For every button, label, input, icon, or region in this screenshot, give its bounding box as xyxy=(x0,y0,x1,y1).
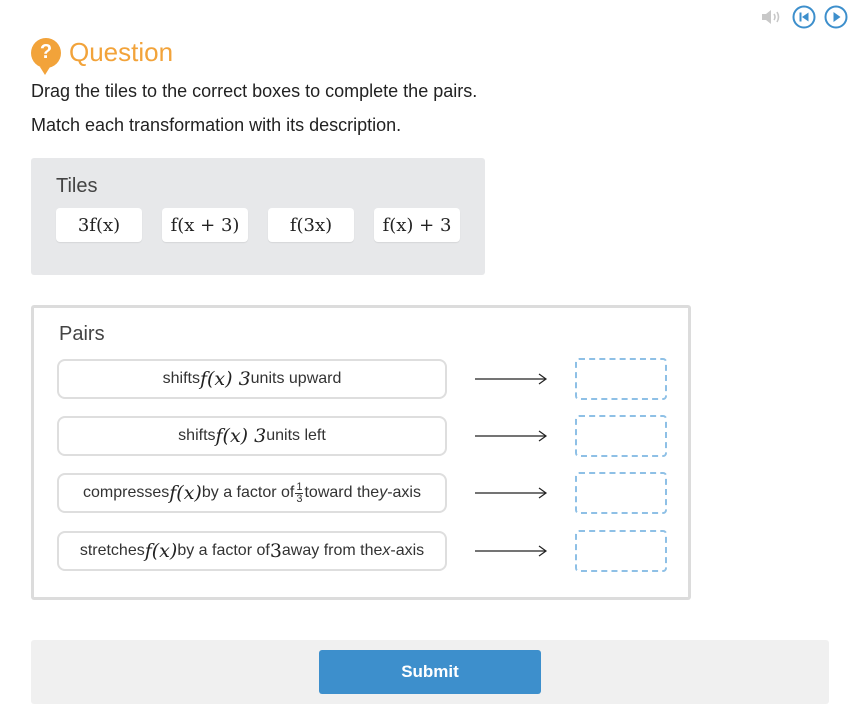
play-icon xyxy=(824,5,848,29)
axis-letter: x xyxy=(382,542,391,559)
desc-text: compresses xyxy=(83,484,170,501)
axis-letter: y xyxy=(379,484,388,501)
audio-button[interactable] xyxy=(760,5,784,29)
drop-box-compress[interactable] xyxy=(575,472,667,514)
pairs-label: Pairs xyxy=(59,323,105,345)
desc-text: stretches xyxy=(79,542,145,559)
pair-row xyxy=(57,531,667,573)
tile-f-of-3x[interactable]: f(3x) xyxy=(268,208,354,242)
arrow-icon xyxy=(475,541,549,561)
pair-row xyxy=(57,416,667,458)
pair-description-shift-left xyxy=(57,416,447,456)
tile-3f-of-x[interactable]: 3f(x) xyxy=(56,208,142,242)
desc-math: f(x) xyxy=(144,540,178,562)
fraction xyxy=(295,482,303,505)
drop-box-shift-up[interactable] xyxy=(575,358,667,400)
previous-icon xyxy=(792,5,816,29)
question-title: Question xyxy=(69,37,174,67)
speaker-icon xyxy=(760,7,784,27)
arrow-icon xyxy=(475,426,549,446)
pair-description-stretch xyxy=(57,531,447,571)
desc-text: units upward xyxy=(250,370,342,387)
desc-text: units left xyxy=(266,427,326,444)
desc-text: -axis xyxy=(390,542,425,559)
pair-description-compress xyxy=(57,473,447,513)
tile-f-of-x-plus-3[interactable]: f(x + 3) xyxy=(162,208,248,242)
arrow-icon xyxy=(475,483,549,503)
desc-text: away from the xyxy=(281,542,383,559)
top-controls xyxy=(760,5,848,29)
desc-text: by a factor of xyxy=(201,484,295,501)
tile-f-of-x-plus-3-outer[interactable]: f(x) + 3 xyxy=(374,208,460,242)
desc-math: f(x) xyxy=(169,482,202,504)
pairs-panel xyxy=(31,305,691,600)
desc-math: f(x) 3 xyxy=(215,425,267,447)
arrow-icon xyxy=(475,369,549,389)
pair-row xyxy=(57,359,667,401)
desc-number: 3 xyxy=(269,540,282,562)
instruction-line-2: Match each transformation with its description. xyxy=(31,115,402,135)
question-badge: ? xyxy=(31,38,61,68)
desc-text: -axis xyxy=(387,484,421,501)
tiles-panel xyxy=(31,158,485,275)
desc-text: shifts xyxy=(178,427,216,444)
tiles-label: Tiles xyxy=(56,175,98,197)
previous-button[interactable] xyxy=(792,5,816,29)
fraction-denominator: 3 xyxy=(296,492,303,505)
pair-description-shift-up xyxy=(57,359,447,399)
desc-math: f(x) 3 xyxy=(199,368,251,390)
pair-row xyxy=(57,473,667,515)
drop-box-shift-left[interactable] xyxy=(575,415,667,457)
question-header xyxy=(31,37,173,68)
submit-button[interactable]: Submit xyxy=(319,650,541,694)
fraction-numerator: 1 xyxy=(296,480,303,493)
desc-text: by a factor of xyxy=(177,542,270,559)
submit-bar xyxy=(31,640,829,704)
play-button[interactable] xyxy=(824,5,848,29)
desc-text: shifts xyxy=(162,370,200,387)
desc-text: toward the xyxy=(304,484,380,501)
instruction-line-1: Drag the tiles to the correct boxes to complete the pairs. xyxy=(31,81,478,101)
drop-box-stretch[interactable] xyxy=(575,530,667,572)
